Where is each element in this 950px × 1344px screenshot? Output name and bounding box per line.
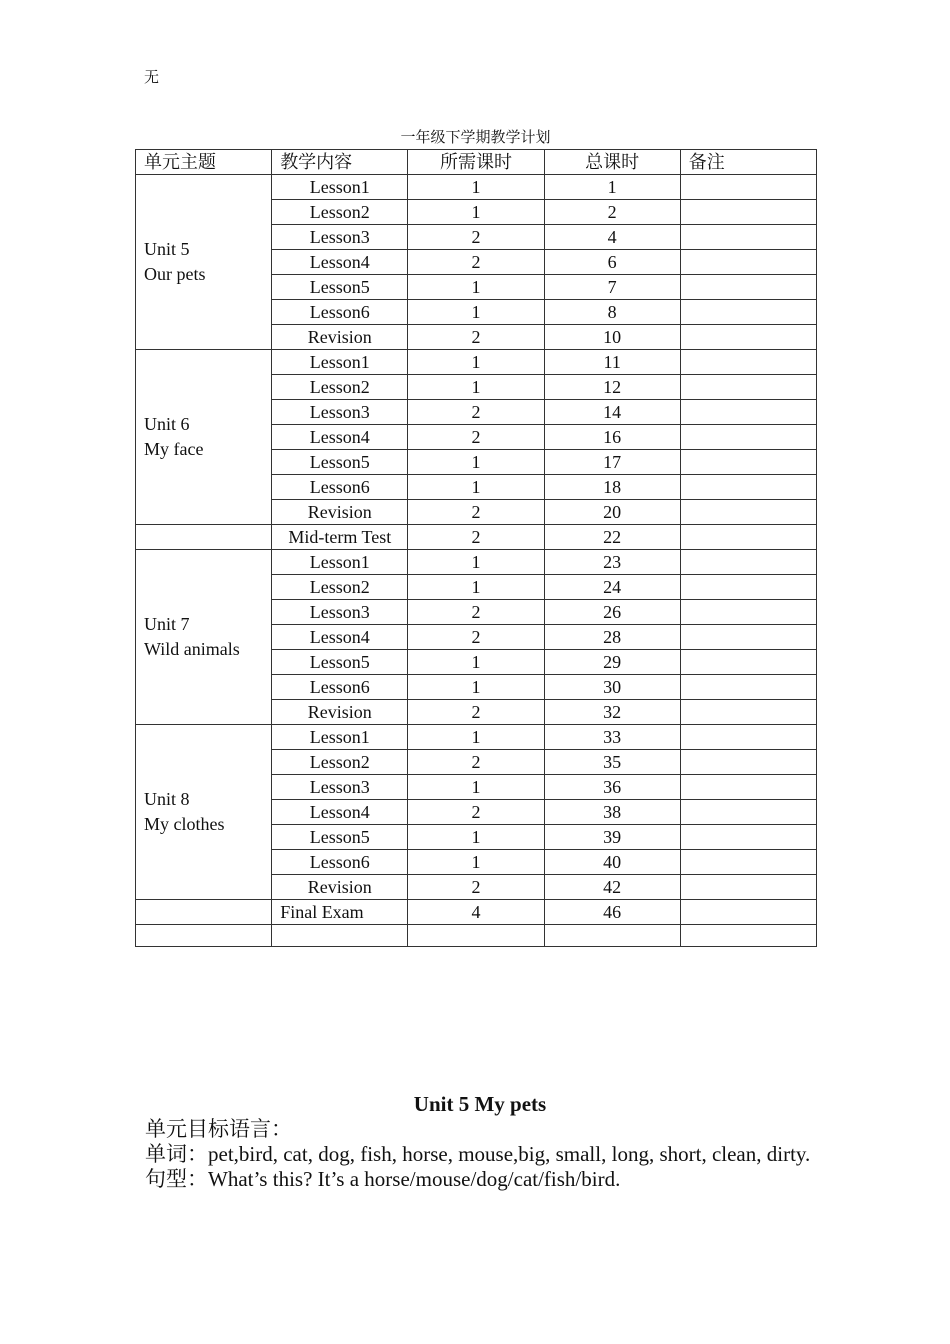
- hours-cell: 1: [408, 575, 544, 600]
- total-hours-cell: 17: [544, 450, 680, 475]
- unit-section: [145, 1092, 815, 1192]
- hours-cell: 1: [408, 200, 544, 225]
- content-cell: Lesson2: [272, 375, 408, 400]
- notes-cell: [680, 575, 816, 600]
- total-hours-cell: 46: [544, 900, 680, 925]
- content-cell: Lesson5: [272, 275, 408, 300]
- content-cell: Lesson5: [272, 650, 408, 675]
- table-row: [136, 725, 817, 750]
- total-hours-cell: 29: [544, 650, 680, 675]
- total-hours-cell: 8: [544, 300, 680, 325]
- notes-cell: [680, 325, 816, 350]
- total-hours-cell: 11: [544, 350, 680, 375]
- table-row: [136, 175, 817, 200]
- total-hours-cell: 20: [544, 500, 680, 525]
- blank-cell: [272, 925, 408, 947]
- total-hours-cell: 35: [544, 750, 680, 775]
- hours-cell: 2: [408, 500, 544, 525]
- notes-cell: [680, 500, 816, 525]
- total-hours-cell: 23: [544, 550, 680, 575]
- hours-cell: 1: [408, 775, 544, 800]
- content-cell: Lesson6: [272, 675, 408, 700]
- notes-cell: [680, 275, 816, 300]
- content-cell: Lesson6: [272, 475, 408, 500]
- total-hours-cell: 38: [544, 800, 680, 825]
- content-cell: Lesson3: [272, 775, 408, 800]
- total-hours-cell: 26: [544, 600, 680, 625]
- notes-cell: [680, 550, 816, 575]
- blank-row: [136, 925, 817, 947]
- notes-cell: [680, 250, 816, 275]
- total-hours-cell: 30: [544, 675, 680, 700]
- table-row: [136, 525, 817, 550]
- total-hours-cell: 42: [544, 875, 680, 900]
- total-hours-cell: 1: [544, 175, 680, 200]
- blank-cell: [680, 925, 816, 947]
- table-row: [136, 900, 817, 925]
- hours-cell: 2: [408, 800, 544, 825]
- hours-cell: 1: [408, 275, 544, 300]
- header-total-hours: 总课时: [544, 150, 680, 175]
- content-cell: Lesson1: [272, 175, 408, 200]
- notes-cell: [680, 375, 816, 400]
- content-cell: Lesson3: [272, 400, 408, 425]
- content-cell: Lesson4: [272, 250, 408, 275]
- content-cell: Revision: [272, 700, 408, 725]
- table-header-row: [136, 150, 817, 175]
- unit-theme-cell: [136, 550, 272, 725]
- notes-cell: [680, 775, 816, 800]
- header-hours: 所需课时: [408, 150, 544, 175]
- notes-cell: [680, 300, 816, 325]
- notes-cell: [680, 450, 816, 475]
- content-cell: Revision: [272, 325, 408, 350]
- hours-cell: 2: [408, 400, 544, 425]
- hours-cell: 2: [408, 250, 544, 275]
- words-text: pet,bird, cat, dog, fish, horse, mouse,big, small, long, short, clean, dirty.: [208, 1142, 811, 1166]
- total-hours-cell: 12: [544, 375, 680, 400]
- hours-cell: 1: [408, 300, 544, 325]
- content-cell: Lesson2: [272, 575, 408, 600]
- unit-number: Unit 8: [144, 789, 190, 809]
- content-cell: Lesson1: [272, 725, 408, 750]
- unit-number: Unit 7: [144, 614, 190, 634]
- hours-cell: 2: [408, 225, 544, 250]
- notes-cell: [680, 625, 816, 650]
- unit-number: Unit 5: [144, 239, 190, 259]
- hours-cell: 2: [408, 325, 544, 350]
- total-hours-cell: 6: [544, 250, 680, 275]
- total-hours-cell: 16: [544, 425, 680, 450]
- total-hours-cell: 22: [544, 525, 680, 550]
- unit-title: Our pets: [144, 264, 206, 284]
- content-cell: Lesson2: [272, 200, 408, 225]
- total-hours-cell: 10: [544, 325, 680, 350]
- unit-theme-cell: [136, 900, 272, 925]
- content-cell: Lesson4: [272, 800, 408, 825]
- blank-cell: [544, 925, 680, 947]
- unit-theme-cell: [136, 175, 272, 350]
- content-cell: Lesson4: [272, 625, 408, 650]
- unit-theme-cell: [136, 725, 272, 900]
- sentences-text: What’s this? It’s a horse/mouse/dog/cat/fish/bird.: [208, 1167, 621, 1191]
- table-caption: 一年级下学期教学计划: [400, 130, 551, 146]
- content-cell: Lesson3: [272, 600, 408, 625]
- total-hours-cell: 18: [544, 475, 680, 500]
- notes-cell: [680, 475, 816, 500]
- total-hours-cell: 4: [544, 225, 680, 250]
- notes-cell: [680, 825, 816, 850]
- blank-cell: [408, 925, 544, 947]
- hours-cell: 4: [408, 900, 544, 925]
- notes-cell: [680, 175, 816, 200]
- content-cell: Lesson4: [272, 425, 408, 450]
- notes-cell: [680, 225, 816, 250]
- target-language-label: 单元目标语言：: [145, 1117, 292, 1141]
- notes-cell: [680, 425, 816, 450]
- total-hours-cell: 40: [544, 850, 680, 875]
- unit-title: My clothes: [144, 814, 225, 834]
- unit-theme-cell: [136, 525, 272, 550]
- sentences-label: 句型：: [145, 1167, 208, 1191]
- content-cell: Lesson6: [272, 850, 408, 875]
- notes-cell: [680, 350, 816, 375]
- notes-cell: [680, 700, 816, 725]
- content-cell: Lesson5: [272, 450, 408, 475]
- hours-cell: 2: [408, 525, 544, 550]
- hours-cell: 1: [408, 675, 544, 700]
- sentences-line: [145, 1167, 815, 1192]
- total-hours-cell: 2: [544, 200, 680, 225]
- words-line: [145, 1142, 815, 1167]
- total-hours-cell: 39: [544, 825, 680, 850]
- notes-cell: [680, 600, 816, 625]
- hours-cell: 1: [408, 175, 544, 200]
- notes-cell: [680, 675, 816, 700]
- total-hours-cell: 14: [544, 400, 680, 425]
- content-cell: Revision: [272, 500, 408, 525]
- total-hours-cell: 36: [544, 775, 680, 800]
- hours-cell: 1: [408, 475, 544, 500]
- content-cell: Final Exam: [272, 900, 408, 925]
- hours-cell: 2: [408, 625, 544, 650]
- unit-number: Unit 6: [144, 414, 190, 434]
- unit-title: Wild animals: [144, 639, 240, 659]
- hours-cell: 2: [408, 600, 544, 625]
- total-hours-cell: 7: [544, 275, 680, 300]
- hours-cell: 2: [408, 700, 544, 725]
- notes-cell: [680, 875, 816, 900]
- hours-cell: 2: [408, 425, 544, 450]
- content-cell: Lesson6: [272, 300, 408, 325]
- hours-cell: 2: [408, 875, 544, 900]
- header-unit-theme: 单元主题: [136, 150, 272, 175]
- total-hours-cell: 28: [544, 625, 680, 650]
- content-cell: Lesson1: [272, 350, 408, 375]
- header-notes: 备注: [680, 150, 816, 175]
- words-label: 单词：: [145, 1142, 208, 1166]
- unit-theme-cell: [136, 350, 272, 525]
- hours-cell: 1: [408, 850, 544, 875]
- header-content: 教学内容: [272, 150, 408, 175]
- notes-cell: [680, 750, 816, 775]
- table-row: [136, 350, 817, 375]
- hours-cell: 1: [408, 350, 544, 375]
- notes-cell: [680, 725, 816, 750]
- notes-cell: [680, 400, 816, 425]
- content-cell: Mid-term Test: [272, 525, 408, 550]
- teaching-plan-table: [135, 149, 817, 947]
- hours-cell: 1: [408, 725, 544, 750]
- hours-cell: 1: [408, 375, 544, 400]
- hours-cell: 1: [408, 825, 544, 850]
- notes-cell: [680, 200, 816, 225]
- unit-heading: Unit 5 My pets: [413, 1092, 547, 1116]
- content-cell: Lesson2: [272, 750, 408, 775]
- hours-cell: 1: [408, 650, 544, 675]
- hours-cell: 1: [408, 450, 544, 475]
- notes-cell: [680, 900, 816, 925]
- content-cell: Lesson5: [272, 825, 408, 850]
- notes-cell: [680, 525, 816, 550]
- content-cell: Revision: [272, 875, 408, 900]
- table-row: [136, 550, 817, 575]
- content-cell: Lesson3: [272, 225, 408, 250]
- blank-cell: [136, 925, 272, 947]
- total-hours-cell: 32: [544, 700, 680, 725]
- unit-title: My face: [144, 439, 204, 459]
- header-note: 无: [144, 70, 160, 86]
- hours-cell: 1: [408, 550, 544, 575]
- notes-cell: [680, 850, 816, 875]
- hours-cell: 2: [408, 750, 544, 775]
- notes-cell: [680, 650, 816, 675]
- notes-cell: [680, 800, 816, 825]
- total-hours-cell: 24: [544, 575, 680, 600]
- total-hours-cell: 33: [544, 725, 680, 750]
- content-cell: Lesson1: [272, 550, 408, 575]
